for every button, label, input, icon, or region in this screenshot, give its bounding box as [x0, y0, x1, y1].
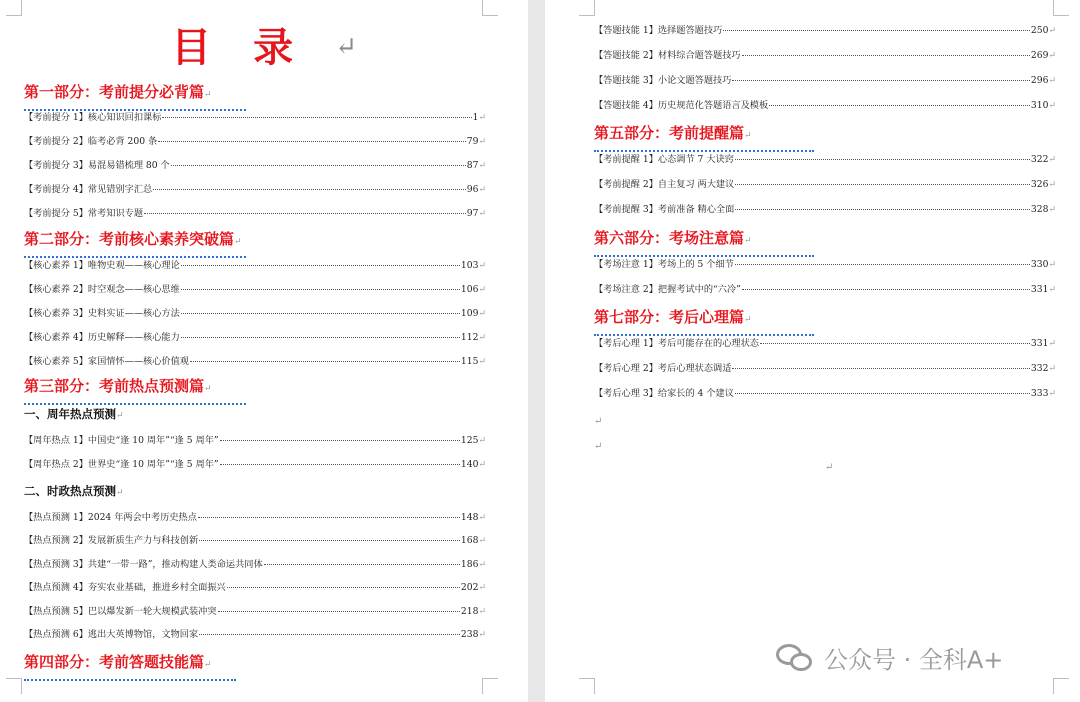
dot-leader	[181, 337, 460, 338]
toc-entry[interactable]: 【考场注意 1】考场上的 5 个细节 330 ↵	[594, 259, 1056, 270]
dot-leader	[171, 165, 466, 166]
toc-title: 目录↵	[171, 24, 357, 71]
toc-page-number: 326	[1030, 179, 1049, 190]
toc-entry[interactable]: 【答题技能 3】小论文题答题技巧 296 ↵	[594, 75, 1056, 86]
empty-paragraph-mark: ↵	[594, 416, 603, 427]
dot-leader	[198, 517, 460, 518]
toc-entry-label: 【热点预测 6】逃出大英博物馆，文物回家	[24, 629, 199, 640]
toc-entry-label: 【核心素养 4】历史解释——核心能力	[24, 332, 180, 343]
crop-mark	[6, 0, 22, 16]
toc-page-number: 168	[460, 535, 479, 547]
toc-page-number: 106	[460, 284, 479, 295]
toc-entry[interactable]: 【核心素养 3】史料实证——核心方法 109 ↵	[24, 308, 486, 319]
toc-entry[interactable]: 【考前提分 3】易混易错梳理 80 个 87 ↵	[24, 160, 486, 171]
toc-page-number: 103	[460, 260, 479, 271]
toc-entry[interactable]: 【热点预测 6】逃出大英博物馆，文物回家 238 ↵	[24, 629, 486, 640]
toc-entry[interactable]: 【考后心理 2】考后心理状态调适 332 ↵	[594, 363, 1056, 374]
toc-page-number: 332	[1030, 363, 1049, 374]
dot-leader	[227, 587, 460, 588]
toc-entry-label: 【考前提分 1】核心知识回扣课标	[24, 112, 162, 123]
toc-entry[interactable]: 【答题技能 2】材料综合题答题技巧 269 ↵	[594, 50, 1056, 61]
dot-leader	[199, 540, 460, 541]
dot-leader	[181, 265, 460, 266]
dot-leader	[144, 213, 466, 214]
toc-entry-label: 【核心素养 3】史料实证——核心方法	[24, 308, 180, 319]
toc-entry-label: 【核心素养 2】时空观念——核心思维	[24, 284, 180, 295]
toc-entry-label: 【考前提分 4】常见错别字汇总	[24, 184, 153, 195]
section-heading: 第六部分：考场注意篇↵	[594, 228, 814, 251]
toc-entry-label: 【考前提醒 2】自主复习 两大建议	[594, 179, 735, 190]
crop-mark	[1053, 678, 1069, 694]
toc-entry[interactable]: 【核心素养 1】唯物史观——核心理论 103 ↵	[24, 260, 486, 271]
toc-entry[interactable]: 【核心素养 5】家国情怀——核心价值观 115 ↵	[24, 356, 486, 367]
toc-entry-label: 【考后心理 1】考后可能存在的心理状态	[594, 338, 759, 349]
watermark-text: 公众号 · 全科A+	[824, 646, 1004, 674]
toc-entry-label: 【考前提醒 1】心态调节 7 大诀窍	[594, 154, 734, 165]
toc-page-number: 328	[1030, 204, 1049, 215]
dot-leader	[218, 611, 460, 612]
section-heading: 第五部分：考前提醒篇↵	[594, 123, 814, 146]
watermark	[776, 640, 1003, 675]
toc-page-number: 112	[460, 332, 479, 343]
toc-entry[interactable]: 【答题技能 4】历史规范化答题语言及模板 310 ↵	[594, 100, 1056, 111]
subsection-heading: 一、周年热点预测↵	[24, 407, 124, 421]
dot-leader	[732, 368, 1030, 369]
dot-leader	[158, 141, 466, 142]
toc-entry-label: 【考后心理 3】给家长的 4 个建议	[594, 388, 734, 399]
toc-page-number: 296	[1030, 75, 1049, 86]
toc-entry[interactable]: 【热点预测 3】共建“一带一路”，推动构建人类命运共同体 186 ↵	[24, 558, 486, 570]
toc-entry-label: 【答题技能 1】选择题答题技巧	[594, 25, 723, 36]
toc-entry[interactable]: 【考前提醒 1】心态调节 7 大诀窍 322 ↵	[594, 154, 1056, 165]
dot-leader	[181, 313, 460, 314]
dot-leader	[735, 184, 1030, 185]
toc-entry-label: 【答题技能 2】材料综合题答题技巧	[594, 50, 741, 61]
toc-entry[interactable]: 【热点预测 1】2024 年两会中考历史热点 148 ↵	[24, 512, 486, 523]
section-heading: 第七部分：考后心理篇↵	[594, 307, 814, 330]
crop-mark	[6, 678, 22, 694]
crop-mark	[579, 0, 595, 16]
toc-entry[interactable]: 【考后心理 3】给家长的 4 个建议 333 ↵	[594, 388, 1056, 399]
crop-mark	[1053, 0, 1069, 16]
toc-entry-label: 【热点预测 2】发展新质生产力与科技创新	[24, 535, 199, 547]
wechat-icon	[776, 642, 816, 674]
toc-page-number: 331	[1030, 338, 1049, 349]
dot-leader	[742, 289, 1030, 290]
toc-entry[interactable]: 【考前提分 2】临考必背 200 条 79 ↵	[24, 136, 486, 147]
toc-entry-label: 【考场注意 1】考场上的 5 个细节	[594, 259, 734, 270]
document-page-right	[545, 0, 1080, 702]
dot-leader	[735, 209, 1030, 210]
empty-paragraph-mark: ↵	[825, 462, 834, 473]
toc-entry-label: 【考前提分 3】易混易错梳理 80 个	[24, 160, 170, 171]
dot-leader	[220, 464, 460, 465]
toc-page-number: 96	[466, 184, 479, 195]
toc-entry-label: 【答题技能 3】小论文题答题技巧	[594, 75, 732, 86]
toc-entry-label: 【答题技能 4】历史规范化答题语言及模板	[594, 100, 769, 111]
dot-leader	[735, 159, 1030, 160]
toc-page-number: 238	[460, 629, 479, 640]
dot-leader	[742, 55, 1030, 56]
toc-entry-label: 【周年热点 2】世界史“逢 10 周年”“逢 5 周年”	[24, 459, 219, 470]
toc-entry[interactable]: 【周年热点 1】中国史“逢 10 周年”“逢 5 周年” 125 ↵	[24, 435, 486, 446]
dot-leader	[181, 289, 460, 290]
toc-entry-label: 【周年热点 1】中国史“逢 10 周年”“逢 5 周年”	[24, 435, 219, 446]
toc-entry[interactable]: 【核心素养 4】历史解释——核心能力 112 ↵	[24, 332, 486, 343]
section-heading: 第四部分：考前答题技能篇↵	[24, 652, 236, 675]
toc-entry[interactable]: 【答题技能 1】选择题答题技巧 250 ↵	[594, 25, 1056, 36]
toc-entry[interactable]: 【热点预测 5】巴以爆发新一轮大规模武装冲突 218 ↵	[24, 605, 486, 617]
toc-page-number: 202	[460, 582, 479, 594]
dot-leader	[760, 343, 1030, 344]
toc-entry[interactable]: 【热点预测 4】夯实农业基础，推进乡村全面振兴 202 ↵	[24, 582, 486, 594]
toc-page-number: 250	[1030, 25, 1049, 36]
toc-page-number: 269	[1030, 50, 1049, 61]
toc-page-number: 109	[460, 308, 479, 319]
toc-entry[interactable]: 【考前提分 4】常见错别字汇总 96 ↵	[24, 184, 486, 195]
toc-entry-label: 【核心素养 5】家国情怀——核心价值观	[24, 356, 189, 367]
toc-entry-label: 【热点预测 5】巴以爆发新一轮大规模武装冲突	[24, 605, 217, 617]
toc-entry[interactable]: 【考后心理 1】考后可能存在的心理状态 331 ↵	[594, 338, 1056, 349]
toc-page-number: 333	[1030, 388, 1049, 399]
section-heading: 第二部分：考前核心素养突破篇↵	[24, 229, 246, 252]
toc-page-number: 148	[460, 512, 479, 523]
empty-paragraph-mark: ↵	[594, 441, 603, 452]
toc-entry-label: 【核心素养 1】唯物史观——核心理论	[24, 260, 180, 271]
toc-page-number: 218	[460, 605, 479, 617]
toc-entry[interactable]: 【考场注意 2】把握考试中的“六冷” 331 ↵	[594, 284, 1056, 295]
toc-entry-label: 【考前提分 2】临考必背 200 条	[24, 136, 158, 147]
toc-entry[interactable]: 【考前提分 5】常考知识专题 97 ↵	[24, 208, 486, 219]
subsection-heading: 二、时政热点预测↵	[24, 484, 124, 498]
toc-page-number: 125	[460, 435, 479, 446]
toc-page-number: 79	[466, 136, 479, 147]
toc-entry-label: 【考前提分 5】常考知识专题	[24, 208, 144, 219]
toc-entry[interactable]: 【周年热点 2】世界史“逢 10 周年”“逢 5 周年” 140 ↵	[24, 459, 486, 470]
dot-leader	[153, 189, 466, 190]
dot-leader	[735, 264, 1030, 265]
toc-entry-label: 【考前提醒 3】考前准备 精心全面	[594, 204, 735, 215]
toc-entry-label: 【热点预测 3】共建“一带一路”，推动构建人类命运共同体	[24, 558, 263, 570]
dot-leader	[735, 393, 1030, 394]
toc-page-number: 322	[1030, 154, 1049, 165]
toc-entry[interactable]: 【考前提醒 2】自主复习 两大建议 326 ↵	[594, 179, 1056, 190]
toc-entry[interactable]: 【考前提分 1】核心知识回扣课标 1 ↵	[24, 112, 486, 123]
toc-page-number: 330	[1030, 259, 1049, 270]
toc-entry-label: 【热点预测 1】2024 年两会中考历史热点	[24, 512, 197, 523]
dot-leader	[264, 564, 460, 565]
toc-page-number: 97	[466, 208, 479, 219]
toc-entry-label: 【热点预测 4】夯实农业基础，推进乡村全面振兴	[24, 582, 226, 594]
document-page-left	[0, 0, 528, 702]
toc-page-number: 87	[466, 160, 479, 171]
toc-page-number: 310	[1030, 100, 1049, 111]
toc-entry[interactable]: 【热点预测 2】发展新质生产力与科技创新 168 ↵	[24, 535, 486, 547]
toc-entry-label: 【考场注意 2】把握考试中的“六冷”	[594, 284, 741, 295]
toc-page-number: 186	[460, 558, 479, 570]
toc-page-number: 331	[1030, 284, 1049, 295]
crop-mark	[482, 678, 498, 694]
dot-leader	[769, 105, 1030, 106]
dot-leader	[723, 30, 1030, 31]
toc-page-number: 115	[460, 356, 479, 367]
dot-leader	[162, 117, 471, 118]
toc-entry[interactable]: 【考前提醒 3】考前准备 精心全面 328 ↵	[594, 204, 1056, 215]
toc-entry[interactable]: 【核心素养 2】时空观念——核心思维 106 ↵	[24, 284, 486, 295]
toc-page-number: 140	[460, 459, 479, 470]
dot-leader	[732, 80, 1030, 81]
section-heading: 第一部分：考前提分必背篇↵	[24, 82, 246, 105]
toc-entry-label: 【考后心理 2】考后心理状态调适	[594, 363, 732, 374]
crop-mark	[579, 678, 595, 694]
toc-page-number: 1	[472, 112, 479, 123]
dot-leader	[220, 440, 460, 441]
dot-leader	[199, 634, 460, 635]
crop-mark	[482, 0, 498, 16]
dot-leader	[190, 361, 460, 362]
section-heading: 第三部分：考前热点预测篇↵	[24, 376, 246, 399]
